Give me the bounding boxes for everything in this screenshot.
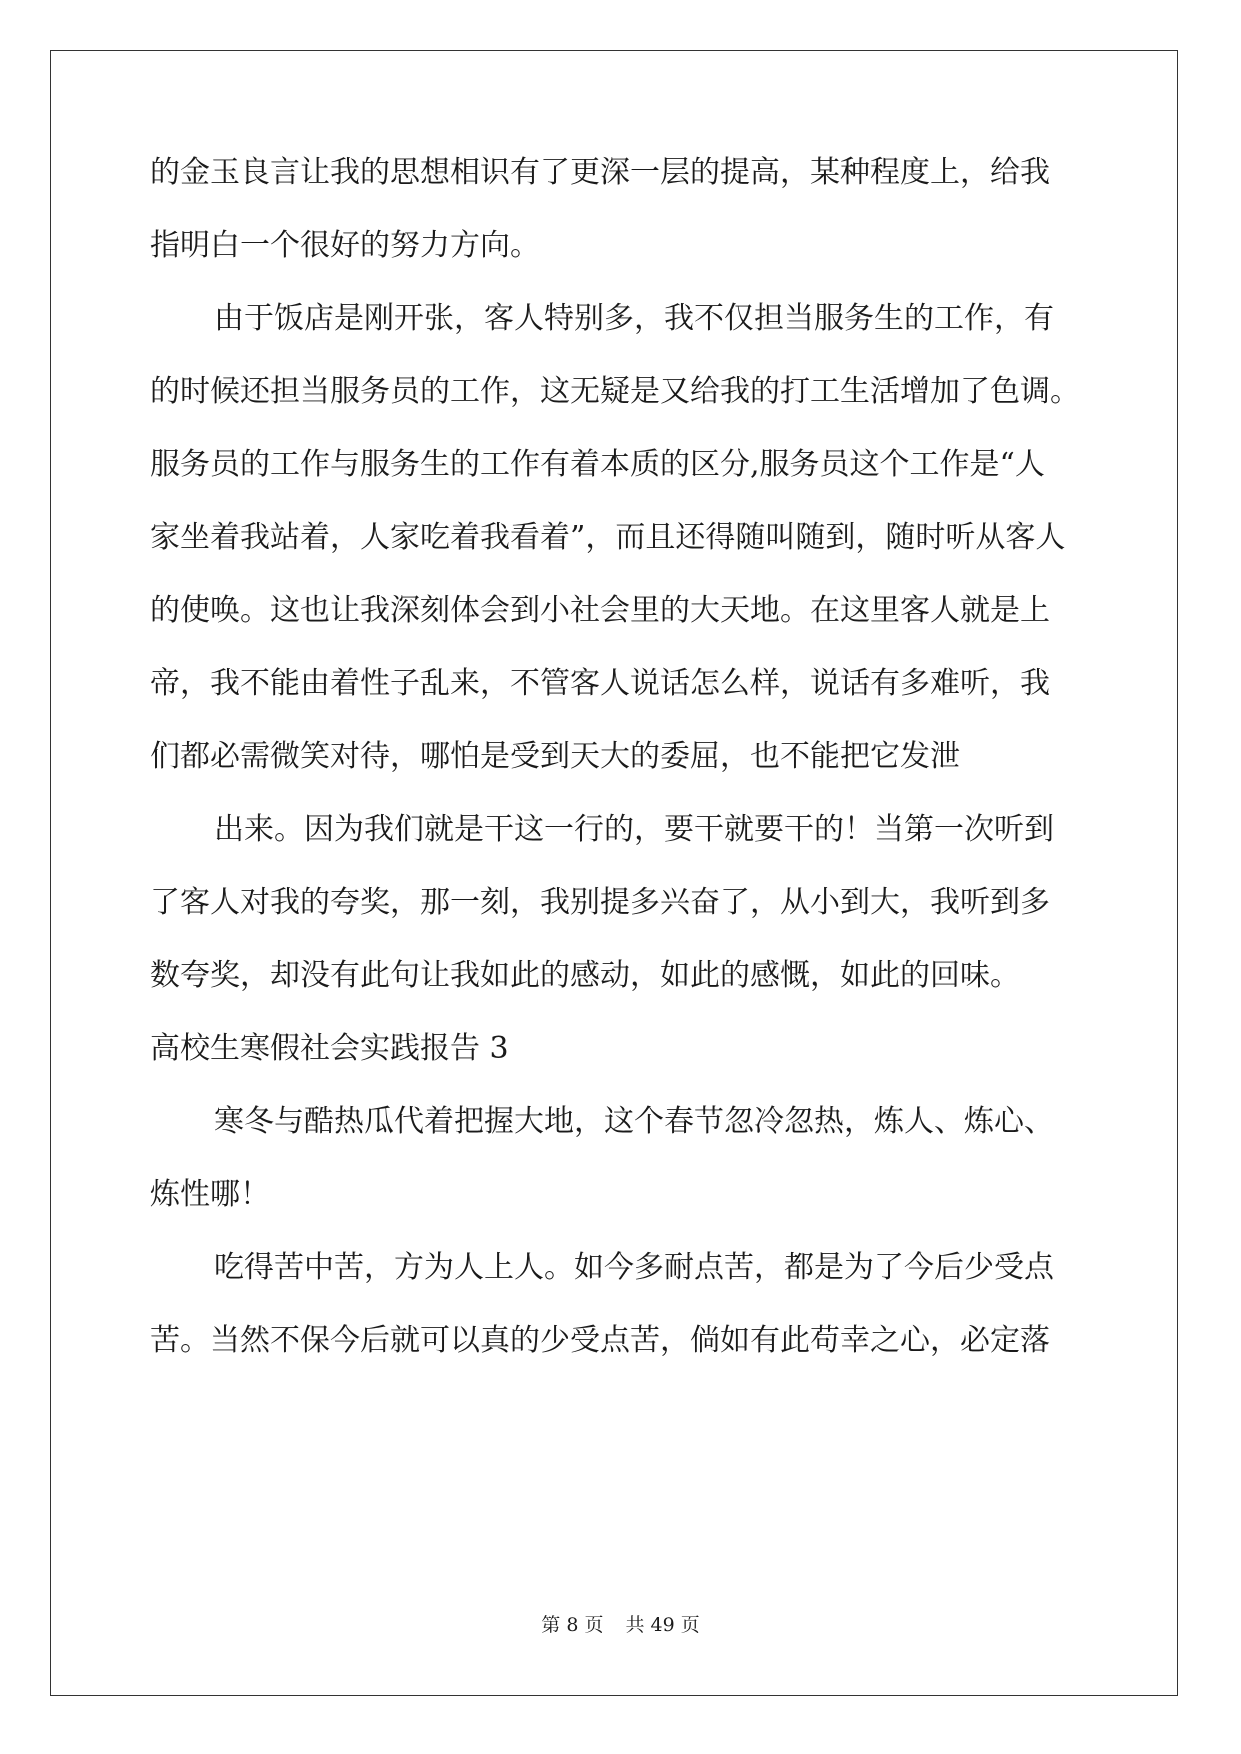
text-line: 服务员的工作与服务生的工作有着本质的区分,服务员这个工作是“人 [150, 447, 1045, 482]
page-total: 共 49 页 [625, 1614, 700, 1636]
text-line: 的金玉良言让我的思想相识有了更深一层的提高，某种程度上，给我 [150, 155, 1050, 190]
text-line: 了客人对我的夸奖，那一刻，我别提多兴奋了，从小到大，我听到多 [150, 885, 1050, 920]
text-line: 吃得苦中苦，方为人上人。如今多耐点苦，都是为了今后少受点 [214, 1250, 1054, 1285]
text-line: 出来。因为我们就是干这一行的，要干就要干的！当第一次听到 [214, 812, 1054, 847]
text-line: 苦。当然不保今后就可以真的少受点苦，倘如有此苟幸之心，必定落 [150, 1323, 1050, 1358]
text-line: 寒冬与酷热瓜代着把握大地，这个春节忽冷忽热，炼人、炼心、 [214, 1104, 1054, 1139]
text-line: 帝，我不能由着性子乱来，不管客人说话怎么样，说话有多难听，我 [150, 666, 1050, 701]
text-line: 家坐着我站着，人家吃着我看着”，而且还得随叫随到，随时听从客人 [150, 520, 1066, 555]
text-line: 们都必需微笑对待，哪怕是受到天大的委屈，也不能把它发泄 [150, 739, 960, 774]
text-line: 指明白一个很好的努力方向。 [150, 228, 540, 263]
text-line: 的时候还担当服务员的工作，这无疑是又给我的打工生活增加了色调。 [150, 374, 1080, 409]
text-line: 数夸奖，却没有此句让我如此的感动，如此的感慨，如此的回味。 [150, 958, 1020, 993]
page-footer [0, 1614, 1241, 1636]
section-heading: 高校生寒假社会实践报告 3 [150, 1031, 509, 1066]
text-line: 由于饭店是刚开张，客人特别多，我不仅担当服务生的工作，有 [214, 301, 1054, 336]
text-line: 炼性哪！ [150, 1177, 270, 1212]
page-number: 第 8 页 [541, 1614, 604, 1636]
page-border [50, 50, 1178, 1696]
text-line: 的使唤。这也让我深刻体会到小社会里的大天地。在这里客人就是上 [150, 593, 1050, 628]
